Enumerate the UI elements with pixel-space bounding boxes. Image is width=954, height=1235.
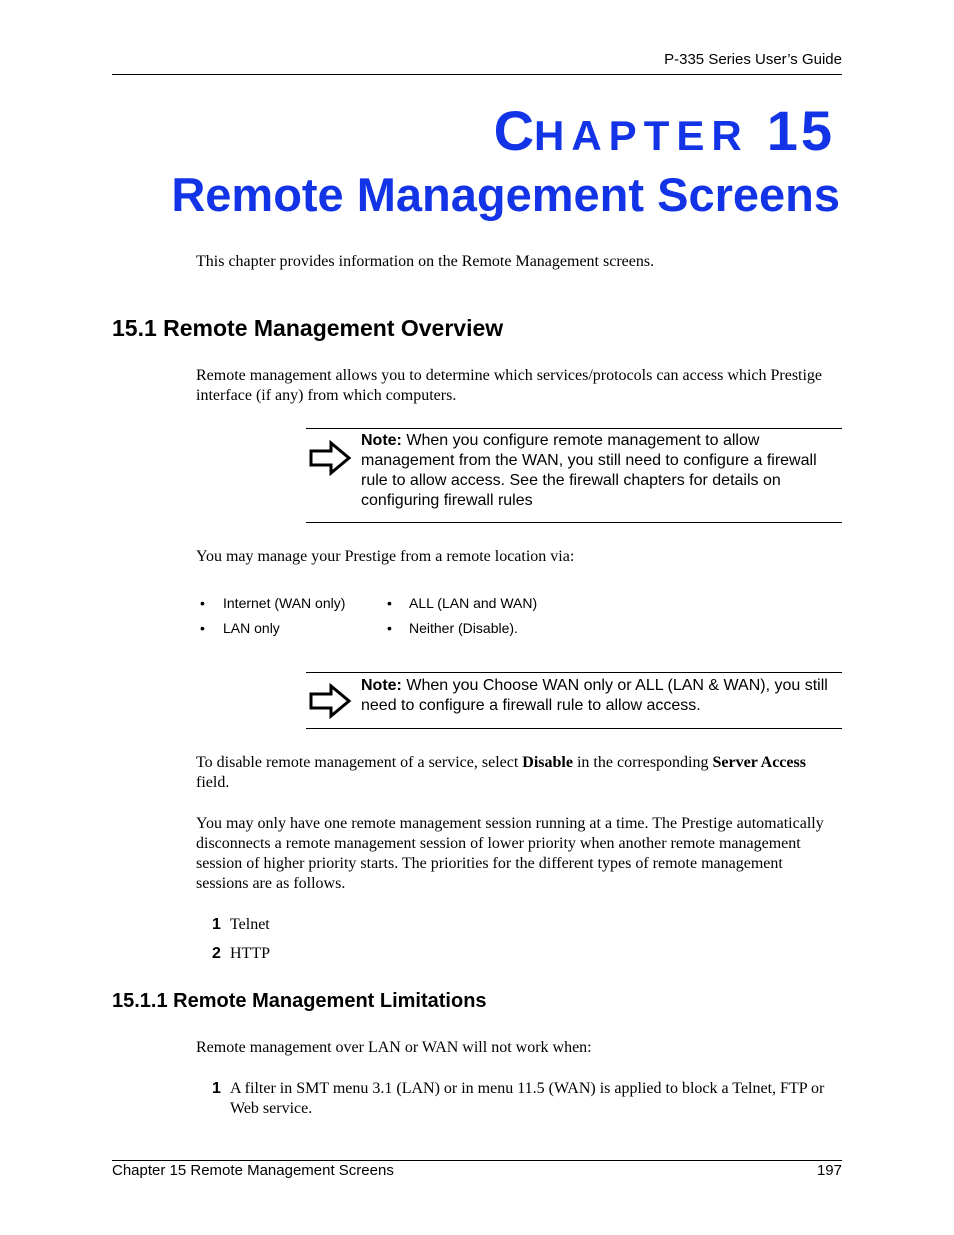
chapter-label-rest: HAPTER — [534, 112, 749, 159]
arrow-right-outline-icon — [309, 440, 353, 476]
limitations-paragraph: Remote management over LAN or WAN will not work when: — [196, 1039, 592, 1056]
disable-term: Disable — [522, 754, 573, 771]
note-2-bottom-rule — [306, 728, 842, 729]
header-divider — [112, 74, 842, 75]
list-item: HTTP — [230, 945, 270, 962]
chapter-number: 15 — [766, 99, 835, 162]
note-2-text — [361, 676, 842, 716]
list-item: Telnet — [230, 916, 270, 933]
manage-locations-paragraph: You may manage your Prestige from a remote location via: — [196, 548, 575, 565]
footer-divider — [112, 1160, 842, 1161]
list-item: ALL (LAN and WAN) — [409, 595, 538, 611]
page-number: 197 — [816, 1162, 842, 1179]
section-heading-15-1: 15.1 Remote Management Overview — [112, 315, 504, 341]
bullet-marker: • — [200, 595, 205, 611]
bullet-marker: • — [387, 595, 392, 611]
intro-paragraph: This chapter provides information on the Remote Management screens. — [196, 253, 655, 270]
list-number: 2 — [212, 945, 221, 962]
note-1-top-rule — [306, 428, 842, 429]
arrow-right-outline-icon — [309, 683, 353, 719]
list-item: LAN only — [223, 620, 280, 636]
disable-paragraph-text: in the corresponding — [572, 754, 713, 771]
list-number: 1 — [212, 916, 221, 933]
list-item: Neither (Disable). — [409, 620, 518, 636]
disable-paragraph-text: field. — [196, 774, 230, 791]
disable-paragraph-text: To disable remote management of a service, select — [196, 754, 523, 771]
overview-paragraph: Remote management allows you to determine which services/protocols can access which Prestige interface (if any) from which computers. — [196, 367, 823, 404]
disable-paragraph — [196, 753, 816, 793]
section-heading-15-1-1: 15.1.1 Remote Management Limitations — [112, 990, 487, 1012]
note-2-top-rule — [306, 672, 842, 673]
note-1-text — [361, 431, 842, 511]
list-item: A filter in SMT menu 3.1 (LAN) or in menu 11.5 (WAN) is applied to block a Telnet, FTP or Web service. — [230, 1080, 825, 1117]
note-2-label: Note: — [361, 677, 402, 694]
note-1-body: When you configure remote management to allow management from the WAN, you still need to configure a firewall rule to allow access. See the firewall chapters for details on configuring firewall rules — [361, 432, 817, 509]
note-1-bottom-rule — [306, 522, 842, 523]
session-priority-paragraph: You may only have one remote management session running at a time. The Prestige automatically disconnects a remote management session of lower priority when another remote management session of higher priority starts. The priorities for the different types of remote management sessions are as follows. — [196, 815, 824, 892]
chapter-title: Remote Management Screens — [171, 168, 840, 221]
server-access-term: Server Access — [712, 754, 806, 771]
note-2-body: When you Choose WAN only or ALL (LAN & WAN), you still need to configure a firewall rule to allow access. — [361, 677, 828, 714]
chapter-label-initial: C — [493, 99, 535, 162]
list-item: Internet (WAN only) — [223, 595, 346, 611]
running-header: P-335 Series User’s Guide — [664, 51, 842, 68]
list-number: 1 — [212, 1080, 221, 1097]
footer-chapter-title: Chapter 15 Remote Management Screens — [112, 1162, 394, 1179]
bullet-marker: • — [200, 620, 205, 636]
bullet-marker: • — [387, 620, 392, 636]
note-1-label: Note: — [361, 432, 402, 449]
